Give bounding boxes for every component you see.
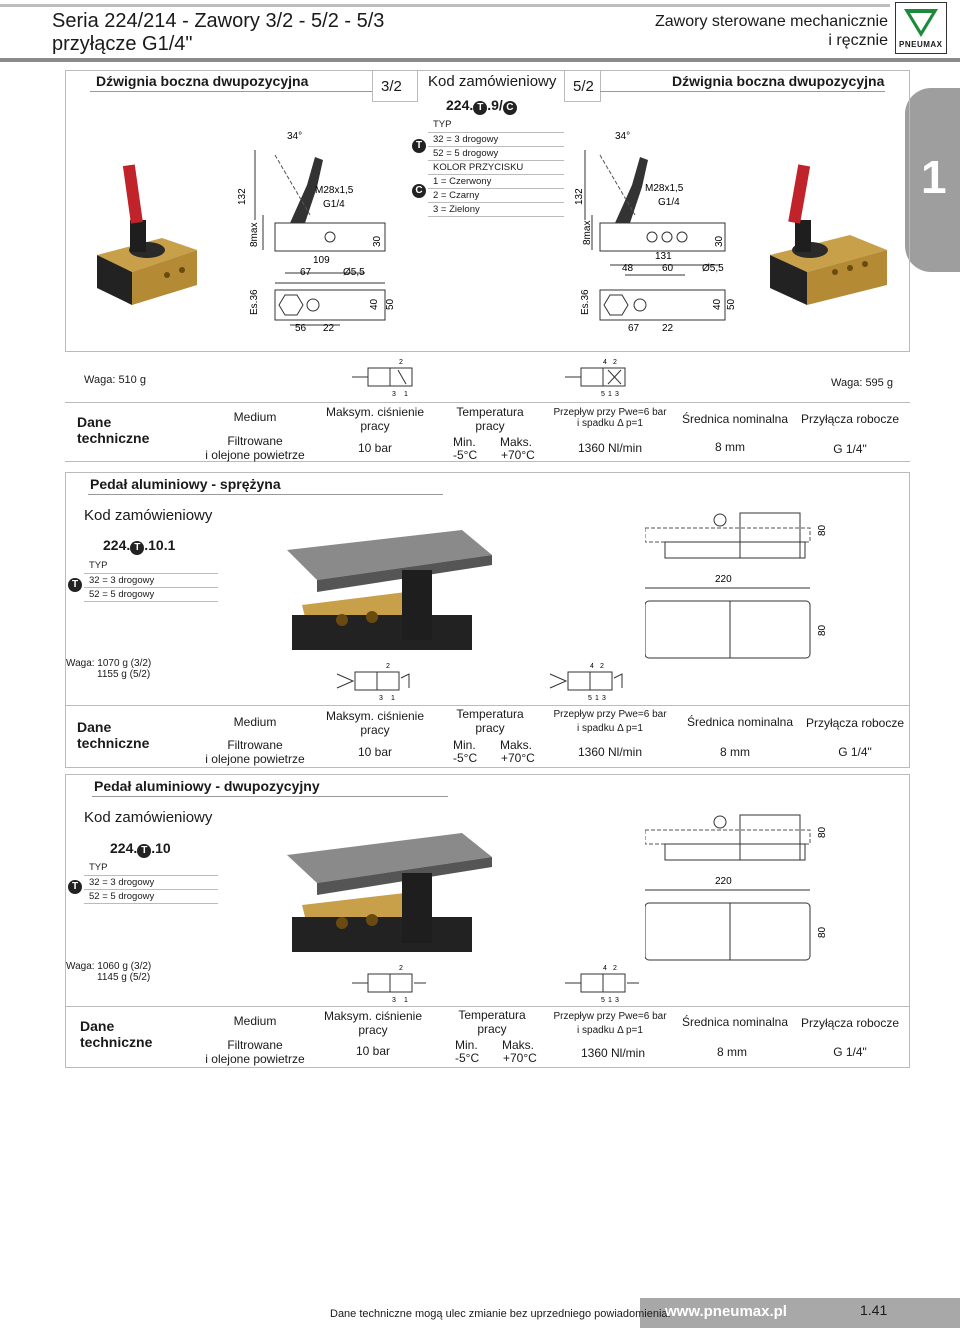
dim-label: M28x1,5 [645,183,684,194]
tech-table-1: Dane techniczne Medium Filtrowane i olejone powietrze Maksym. ciśnienie pracy 10 bar Temperatura pracy Min. Maks. -5°C +70°C Przepływ przy Pwe=6 bar i spadku Δ p=1 1360 Nl/min Średnica nominalna 8 mm Przyłącza robocze G 1/4" [65,402,910,462]
chapter-tab: 1 [905,88,960,272]
page-number: 1.41 [860,1302,888,1318]
section1-left-title: Dźwignia boczna dwupozycyjna [96,73,309,89]
tech-table-2: Dane techniczne Medium Filtrowane i olejone powietrze Maksym. ciśnienie pracy 10 bar Temperatura pracy Min. Maks. -5°C +70°C Przepływ przy Pwe=6 bar i spadku Δ p=1 1360 Nl/min Średnica nominalna 8 mm Przyłącza robocze G 1/4" [65,705,910,767]
dim-label: 40 [712,298,723,310]
options-list-2: TYP 32 = 3 drogowy 52 = 5 drogowy [84,559,218,602]
section2-title: Pedał aluminiowy - sprężyna [90,476,281,492]
tech-table-3: Dane techniczne Medium Filtrowane i olejone powietrze Maksym. ciśnienie pracy 10 bar Temperatura pracy Min. Maks. -5°C +70°C Przepływ przy Pwe=6 bar i spadku Δ p=1 1360 Nl/min Średnica nominalna 8 mm Przyłącza robocze G 1/4" [65,1006,910,1068]
header-divider [0,58,960,62]
port-label: 2 [386,663,390,670]
dim-label: 8max [249,222,260,247]
type-marker-3: T [68,876,82,894]
port-label: 4 [590,663,594,670]
pedal-spring-drawing [645,498,835,660]
pneumax-logo: PNEUMAX [895,2,947,54]
pedal-two-position-drawing [645,800,835,962]
dim-label: 60 [662,263,674,274]
header-top-line [0,4,890,7]
lever-valve-3-2-photo [92,160,202,305]
dim-label: 8max [582,220,593,245]
section1-right-title: Dźwignia boczna dwupozycyjna [672,73,885,89]
section3-title: Pedał aluminiowy - dwupozycyjny [94,778,320,794]
pedal-spring-photo [282,520,497,655]
port-label: 3 [392,997,396,1004]
port-label: 3 [602,695,606,702]
dim-label: 22 [662,323,674,334]
port-label: 1 [595,695,599,702]
page-subtitle: Zawory sterowane mechanicznie i ręcznie [655,13,888,49]
dim-label: 34° [287,131,303,142]
color-marker: C [412,180,426,198]
lever-valve-5-2-drawing [570,125,740,335]
dim-label: Es.36 [249,289,260,315]
dim-label: 131 [655,251,672,262]
order-code: 224. T .9/ C [446,97,517,115]
port-label: 3 [615,997,619,1004]
weight-3: Waga: 1060 g (3/2) 1145 g (5/2) [66,961,152,983]
port-label: 2 [399,965,403,972]
dim-label: 67 [628,323,640,334]
dim-label: 22 [323,323,335,334]
port-label: 3 [392,391,396,398]
dim-label: 80 [817,524,828,536]
port-label: 2 [613,965,617,972]
port-label: 3 [379,695,383,702]
dim-label: 80 [817,926,828,938]
rule [90,91,373,92]
type-marker: T [412,135,426,153]
dim-label: 50 [726,298,737,310]
dim-label: 56 [295,323,307,334]
port-label: 4 [603,359,607,366]
rule [600,91,885,92]
order-label-3: Kod zamówieniowy [84,809,213,826]
way-left: 3/2 [381,78,402,95]
dim-label: 220 [715,876,732,887]
port-label: 2 [613,359,617,366]
port-label: 3 [615,391,619,398]
dim-label: 132 [574,188,585,205]
symbol-3-2-pedal [335,660,425,704]
pedal-two-position-photo [282,825,497,955]
order-label-2: Kod zamówieniowy [84,507,213,524]
weight-left: Waga: 510 g [84,374,146,386]
rule [92,796,448,797]
weight-right: Waga: 595 g [831,377,893,389]
weight-2: Waga: 1070 g (3/2) 1155 g (5/2) [66,658,152,680]
port-label: 1 [608,391,612,398]
dim-label: 30 [372,235,383,247]
order-code-2: 224. T .10.1 [103,537,176,553]
port-label: 4 [603,965,607,972]
port-label: 5 [588,695,592,702]
footer-note: Dane techniczne mogą ulec zmianie bez uprzedniego powiadomienia. [330,1308,671,1320]
dim-label: 132 [237,188,248,205]
dim-label: Ø5,5 [702,263,724,274]
dim-label: 80 [817,826,828,838]
symbol-5-2 [563,356,643,400]
page-title: Seria 224/214 - Zawory 3/2 - 5/2 - 5/3 przyłącze G1/4" [52,10,385,55]
lever-valve-3-2-drawing [235,125,410,335]
options-list: TYP 32 = 3 drogowy 52 = 5 drogowy KOLOR PRZYCISKU 1 = Czerwony 2 = Czarny 3 = Zielony [428,118,564,217]
dim-label: 30 [714,235,725,247]
dim-label: G1/4 [658,197,680,208]
options-list-3: TYP 32 = 3 drogowy 52 = 5 drogowy [84,861,218,904]
rule [88,494,443,495]
order-label: Kod zamówieniowy [428,73,557,90]
lever-valve-5-2-photo [765,160,890,305]
type-marker-2: T [68,574,82,592]
port-label: 1 [404,391,408,398]
symbol-3-2 [350,356,430,400]
symbol-5-2-pedal2 [563,962,643,1006]
dim-label: 50 [385,298,396,310]
dim-label: 109 [313,255,330,266]
way-right: 5/2 [573,78,594,95]
dim-label: G1/4 [323,199,345,210]
port-label: 2 [399,359,403,366]
website-link[interactable]: www.pneumax.pl [665,1303,787,1320]
port-label: 5 [601,391,605,398]
dim-label: Ø5,5 [343,267,365,278]
port-label: 5 [601,997,605,1004]
dim-label: 220 [715,574,732,585]
port-label: 2 [600,663,604,670]
dim-label: M28x1,5 [315,185,354,196]
symbol-3-2-pedal2 [350,962,430,1006]
dim-label: 40 [369,298,380,310]
port-label: 1 [608,997,612,1004]
order-code-3: 224. T .10 [110,840,171,856]
dim-label: 80 [817,624,828,636]
port-label: 1 [391,695,395,702]
dim-label: Es.36 [580,289,591,315]
port-label: 1 [404,997,408,1004]
dim-label: 48 [622,263,634,274]
dim-label: 67 [300,267,312,278]
dim-label: 34° [615,131,631,142]
symbol-5-2-pedal [548,660,638,704]
